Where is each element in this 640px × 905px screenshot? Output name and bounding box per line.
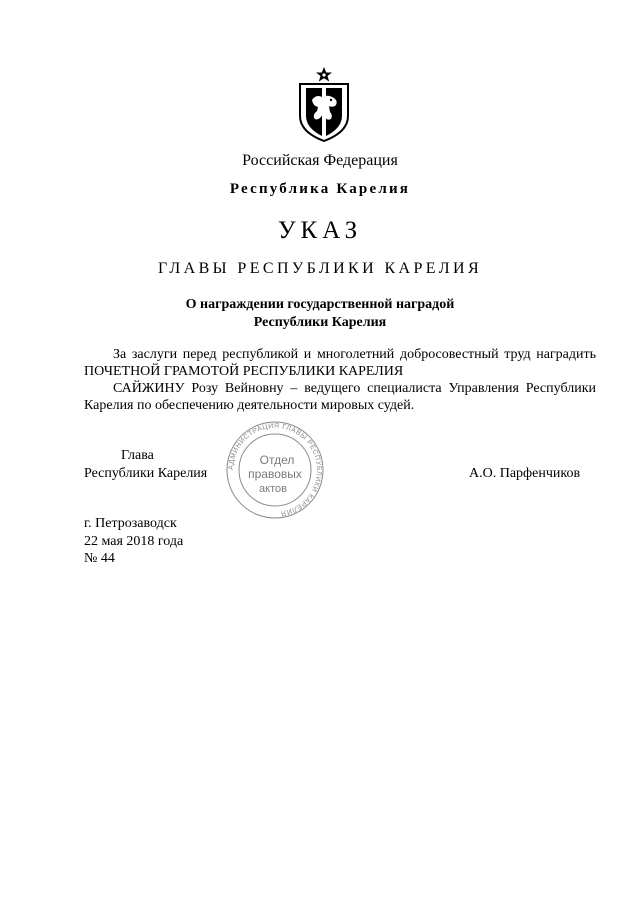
- decree-body: [84, 346, 596, 414]
- federation-title: Российская Федерация: [242, 152, 398, 169]
- karelia-coat-of-arms-icon: [296, 66, 352, 142]
- subject-line-1: О награждении государственной наградой: [185, 297, 455, 312]
- body-paragraph-2: САЙЖИНУ Розу Вейновну – ведущего специалиста Управления Республики Карелия по обеспечению деятельности мировых судей.: [84, 381, 596, 413]
- body-paragraph-1: За заслуги перед республикой и многолетний добросовестный труд наградить ПОЧЕТНОЙ ГРАМОТОЙ РЕСПУБЛИКИ КАРЕЛИЯ: [84, 347, 596, 379]
- republic-title: Республика Карелия: [229, 181, 411, 197]
- signatory-name: А.О. Парфенчиков: [469, 466, 581, 481]
- decree-subject: [0, 296, 640, 332]
- official-stamp: [216, 420, 334, 520]
- stamp-ring-text: АДМИНИСТРАЦИЯ ГЛАВЫ РЕСПУБЛИКИ КАРЕЛИЯ: [227, 422, 323, 517]
- decree-number: № 44: [84, 551, 115, 566]
- issuer-title: ГЛАВЫ РЕСПУБЛИКИ КАРЕЛИЯ: [157, 260, 483, 277]
- document-type: УКАЗ: [277, 217, 363, 244]
- stamp-line-1: Отдел: [259, 453, 295, 467]
- stamp-line-3: актов: [259, 483, 287, 495]
- issue-date: 22 мая 2018 года: [84, 534, 184, 549]
- stamp-line-2: правовых: [248, 467, 302, 481]
- signatory-title-republic: Республики Карелия: [84, 466, 208, 481]
- signatory-title: Глава: [121, 448, 154, 463]
- issue-city: г. Петрозаводск: [84, 516, 177, 531]
- subject-line-2: Республики Карелия: [253, 315, 387, 330]
